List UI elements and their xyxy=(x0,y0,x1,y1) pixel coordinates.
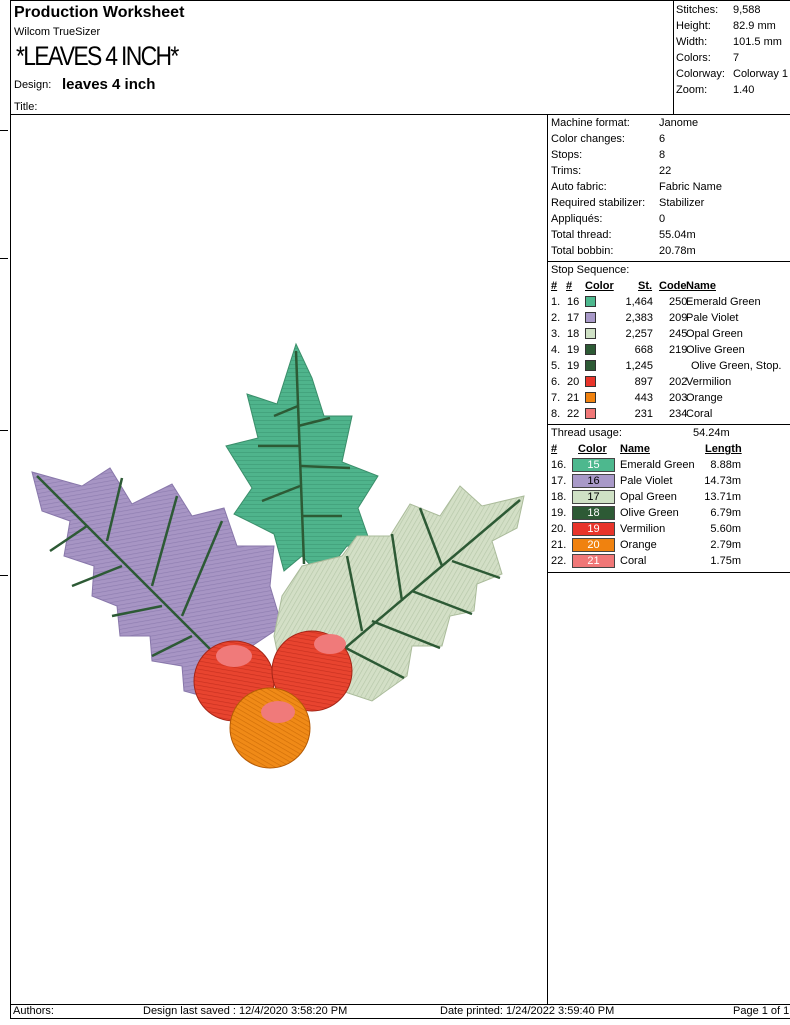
thread-row-color-chip: 17 xyxy=(572,490,615,504)
stop-row-color-swatch xyxy=(585,392,596,403)
colorway-label: Colorway: xyxy=(676,68,725,80)
design-display-name: *LEAVES 4 INCH* xyxy=(16,41,178,71)
total-bobbin-value: 20.78m xyxy=(659,245,696,257)
stop-row-name: Emerald Green xyxy=(686,296,761,308)
thread-col-name: Name xyxy=(620,443,650,455)
stitches-value: 9,588 xyxy=(733,4,761,16)
total-bobbin-label: Total bobbin: xyxy=(551,245,614,257)
thread-usage-panel xyxy=(551,425,789,572)
stop-row-index: 7. xyxy=(551,392,561,404)
stop-row-color-swatch xyxy=(585,312,596,323)
design-label: Design: xyxy=(14,79,52,91)
colorway-value: Colorway 1 xyxy=(733,68,789,80)
thread-row-index: 19. xyxy=(551,507,567,519)
stabilizer-label: Required stabilizer: xyxy=(551,197,646,209)
stops-value: 8 xyxy=(659,149,666,161)
stop-row-color-swatch xyxy=(585,408,596,419)
thread-row-name: Vermilion xyxy=(620,523,666,535)
zoom-value: 1.40 xyxy=(733,84,755,96)
stop-row-color-swatch xyxy=(585,328,596,339)
stop-row-index: 2. xyxy=(551,312,561,324)
height-value: 82.9 mm xyxy=(733,20,776,32)
thread-row-index: 22. xyxy=(551,555,567,567)
title-label: Title: xyxy=(14,101,38,113)
stop-row-index: 8. xyxy=(551,408,561,420)
footer-page-number: Page 1 of 1 xyxy=(733,1005,790,1017)
stop-row-color-swatch xyxy=(585,360,596,371)
stop-row-number: 21 xyxy=(567,392,580,404)
footer-date-printed: Date printed: 1/24/2022 3:59:40 PM xyxy=(440,1005,615,1017)
thread-col-index: # xyxy=(551,443,558,455)
appliques-value: 0 xyxy=(659,213,666,225)
stop-row-number: 16 xyxy=(567,296,580,308)
thread-row-length: 2.79m xyxy=(710,539,741,551)
stitches-label: Stitches: xyxy=(676,4,719,16)
thread-row-length: 8.88m xyxy=(710,459,741,471)
stop-row-code: 209 xyxy=(669,312,688,324)
stops-label: Stops: xyxy=(551,149,583,161)
panel-divider xyxy=(547,114,548,1004)
total-thread-value: 55.04m xyxy=(659,229,696,241)
stop-row-stitches: 2,383 xyxy=(625,312,653,324)
stop-row-index: 4. xyxy=(551,344,561,356)
stop-row-stitches: 1,464 xyxy=(625,296,653,308)
design-name: leaves 4 inch xyxy=(62,76,156,93)
thread-row-name: Emerald Green xyxy=(620,459,695,471)
software-name: Wilcom TrueSizer xyxy=(14,26,101,38)
stop-row-code: 203 xyxy=(669,392,688,404)
thread-row-length: 13.71m xyxy=(704,491,741,503)
thread-row-index: 18. xyxy=(551,491,567,503)
footer-authors: Authors: xyxy=(13,1005,54,1017)
stop-row-name: Coral xyxy=(686,408,713,420)
page-title: Production Worksheet xyxy=(14,4,185,21)
thread-row-length: 6.79m xyxy=(710,507,741,519)
stop-row-number: 20 xyxy=(567,376,580,388)
trims-value: 22 xyxy=(659,165,672,177)
footer-last-saved: Design last saved : 12/4/2020 3:58:20 PM xyxy=(143,1005,348,1017)
stop-row-number: 17 xyxy=(567,312,580,324)
thread-row-index: 21. xyxy=(551,539,567,551)
height-label: Height: xyxy=(676,20,711,32)
color-changes-value: 6 xyxy=(659,133,666,145)
stop-sequence-title: Stop Sequence: xyxy=(551,264,630,276)
stop-col-stitches: St. xyxy=(638,280,653,292)
margin-tick xyxy=(0,130,8,131)
appliques-label: Appliqués: xyxy=(551,213,603,225)
stop-row-name: Olive Green xyxy=(686,344,745,356)
thread-row-color-chip: 20 xyxy=(572,538,615,552)
stop-row-code: 250 xyxy=(669,296,688,308)
stop-col-index: # xyxy=(551,280,558,292)
stop-row-stitches: 2,257 xyxy=(625,328,653,340)
thread-row-color-chip: 19 xyxy=(572,522,615,536)
thread-row-color-chip: 21 xyxy=(572,554,615,568)
stop-row-code: 245 xyxy=(669,328,688,340)
thread-row-name: Coral xyxy=(620,555,647,567)
thread-row-name: Olive Green xyxy=(620,507,679,519)
stop-col-number: # xyxy=(566,280,573,292)
stop-col-name: Name xyxy=(686,280,716,292)
stop-row-number: 22 xyxy=(567,408,580,420)
margin-tick xyxy=(0,258,8,259)
stop-row-index: 5. xyxy=(551,360,561,372)
design-preview xyxy=(12,116,546,1002)
stop-row-name: Pale Violet xyxy=(686,312,739,324)
stop-row-stitches: 443 xyxy=(634,392,653,404)
stop-row-number: 18 xyxy=(567,328,580,340)
stop-row-color-swatch xyxy=(585,296,596,307)
color-changes-label: Color changes: xyxy=(551,133,625,145)
thread-usage-title: Thread usage: xyxy=(551,427,622,439)
stop-row-stitches: 231 xyxy=(634,408,653,420)
thread-row-length: 1.75m xyxy=(710,555,741,567)
stop-row-number: 19 xyxy=(567,360,580,372)
thread-col-length: Length xyxy=(705,443,742,455)
auto-fabric-label: Auto fabric: xyxy=(551,181,607,193)
machine-info-panel xyxy=(551,115,789,261)
margin-tick xyxy=(0,575,8,576)
stop-row-stitches: 897 xyxy=(634,376,653,388)
colors-label: Colors: xyxy=(676,52,711,64)
zoom-label: Zoom: xyxy=(676,84,708,96)
stop-row-number: 19 xyxy=(567,344,580,356)
stop-row-index: 3. xyxy=(551,328,561,340)
thread-row-color-chip: 15 xyxy=(572,458,615,472)
machine-format-value: Janome xyxy=(659,117,699,129)
thread-row-color-chip: 18 xyxy=(572,506,615,520)
thread-row-index: 17. xyxy=(551,475,567,487)
stop-row-stitches: 1,245 xyxy=(625,360,653,372)
thread-col-color: Color xyxy=(578,443,607,455)
stop-row-code: 202 xyxy=(669,376,688,388)
stop-row-color-swatch xyxy=(585,344,596,355)
stop-row-name: Vermilion xyxy=(686,376,732,388)
stop-row-stitches: 668 xyxy=(634,344,653,356)
stop-row-index: 1. xyxy=(551,296,561,308)
stabilizer-value: Stabilizer xyxy=(659,197,705,209)
machine-format-label: Machine format: xyxy=(551,117,630,129)
thread-row-length: 5.60m xyxy=(710,523,741,535)
frame-left-border xyxy=(10,0,11,1018)
stop-row-code: 234 xyxy=(669,408,688,420)
footer-divider xyxy=(10,1004,790,1005)
stop-row-name: Olive Green, Stop. xyxy=(691,360,782,372)
thread-row-length: 14.73m xyxy=(704,475,741,487)
stop-col-color: Color xyxy=(585,280,614,292)
stop-col-code: Code xyxy=(659,280,687,292)
margin-tick xyxy=(0,430,8,431)
width-value: 101.5 mm xyxy=(733,36,782,48)
total-thread-label: Total thread: xyxy=(551,229,612,241)
stop-row-name: Opal Green xyxy=(686,328,743,340)
stop-sequence-panel xyxy=(551,262,789,424)
thread-row-name: Pale Violet xyxy=(620,475,673,487)
thread-usage-total: 54.24m xyxy=(693,427,730,439)
thread-row-color-chip: 16 xyxy=(572,474,615,488)
thread-row-name: Opal Green xyxy=(620,491,677,503)
trims-label: Trims: xyxy=(551,165,582,177)
thread-divider xyxy=(547,572,790,573)
stop-row-name: Orange xyxy=(686,392,723,404)
auto-fabric-value: Fabric Name xyxy=(659,181,722,193)
frame-bottom-border xyxy=(10,1018,790,1019)
stop-row-color-swatch xyxy=(585,376,596,387)
summary-divider xyxy=(673,0,674,114)
colors-value: 7 xyxy=(733,52,740,64)
berries xyxy=(194,631,352,768)
stop-row-index: 6. xyxy=(551,376,561,388)
thread-row-name: Orange xyxy=(620,539,657,551)
thread-row-index: 20. xyxy=(551,523,567,535)
thread-row-index: 16. xyxy=(551,459,567,471)
width-label: Width: xyxy=(676,36,708,48)
stop-row-code: 219 xyxy=(669,344,688,356)
